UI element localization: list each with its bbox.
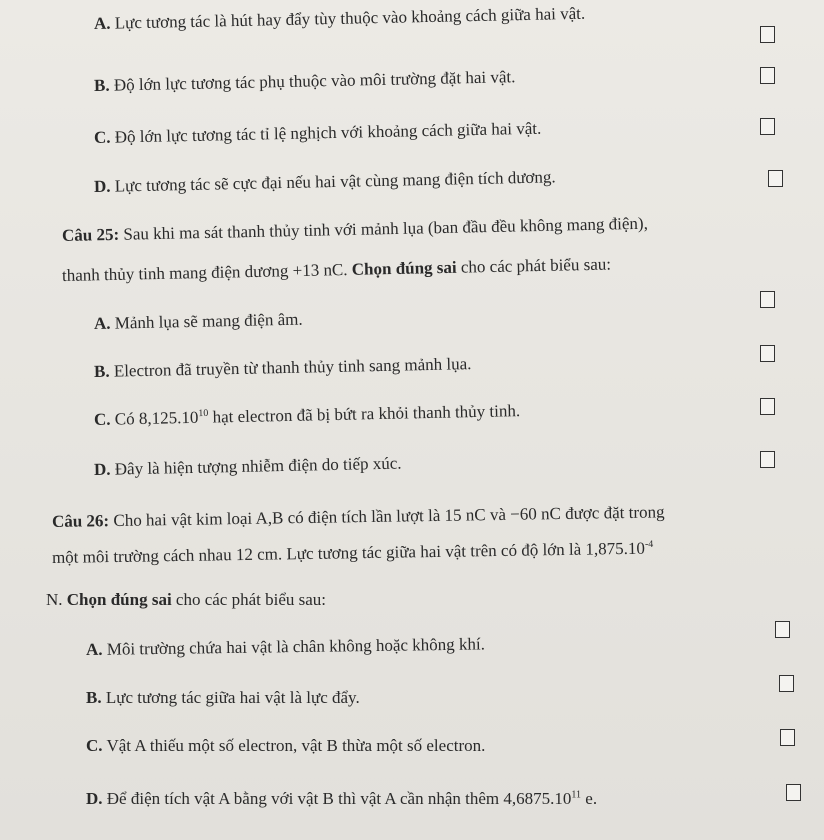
q24-option-c-checkbox[interactable] (760, 118, 775, 135)
q25-option-b: B. Electron đã truyền từ thanh thủy tinh sang mảnh lụa. (93, 354, 472, 381)
q24-option-b-checkbox[interactable] (760, 67, 775, 84)
q26-option-d: D. Để điện tích vật A bằng với vật B thì vật A cần nhận thêm 4,6875.10$^{11}$ e. (86, 789, 598, 808)
q24-option-a: A. Lực tương tác là hút hay đẩy tùy thuộc vào khoảng cách giữa hai vật. (93, 3, 586, 33)
q26-option-c: C. Vật A thiếu một số electron, vật B thừa một số electron. (86, 736, 486, 755)
q26-option-a-checkbox[interactable] (775, 621, 790, 638)
q24-option-b: B. Độ lớn lực tương tác phụ thuộc vào môi trường đặt hai vật. (93, 67, 516, 95)
q26-option-b-checkbox[interactable] (779, 675, 794, 692)
q25-option-c-checkbox[interactable] (760, 398, 775, 415)
q26-option-d-checkbox[interactable] (786, 784, 801, 801)
q24-option-c: C. Độ lớn lực tương tác tỉ lệ nghịch với khoảng cách giữa hai vật. (93, 118, 542, 147)
q26-stem-line-2: một môi trường cách nhau 12 cm. Lực tương tác giữa hai vật trên có độ lớn là $1,875.10^{-4}$ (51, 538, 654, 567)
q25-option-c: C. Có 8,125.10$^{10}$ hạt electron đã bị bứt ra khỏi thanh thủy tinh. (93, 401, 521, 429)
q25-stem-line-2: thanh thủy tinh mang điện dương +13 nC. Chọn đúng sai cho các phát biểu sau: (61, 254, 612, 285)
q25-option-d-checkbox[interactable] (760, 451, 775, 468)
q25-option-b-checkbox[interactable] (760, 345, 775, 362)
q26-option-a: A. Môi trường chứa hai vật là chân không hoặc không khí. (85, 634, 486, 659)
q24-option-d: D. Lực tương tác sẽ cực đại nếu hai vật cùng mang điện tích dương. (93, 167, 556, 196)
q26-option-c-checkbox[interactable] (780, 729, 795, 746)
q26-stem-line-3: N. Chọn đúng sai cho các phát biểu sau: (46, 590, 327, 609)
q25-option-a: A. Mảnh lụa sẽ mang điện âm. (93, 309, 303, 333)
q25-option-a-checkbox[interactable] (760, 291, 775, 308)
q24-option-d-checkbox[interactable] (768, 170, 783, 187)
q26-stem-line-1: Câu 26: Cho hai vật kim loại A,B có điện tích lần lượt là 15 nC và −60 nC được đặt trong (51, 502, 665, 531)
q26-option-b: B. Lực tương tác giữa hai vật là lực đẩy. (86, 688, 360, 707)
q25-stem-line-1: Câu 25: Sau khi ma sát thanh thủy tinh với mảnh lụa (ban đầu đều không mang điện), (61, 213, 649, 245)
q24-option-a-checkbox[interactable] (760, 26, 775, 43)
q25-option-d: D. Đây là hiện tượng nhiễm điện do tiếp xúc. (93, 453, 402, 479)
